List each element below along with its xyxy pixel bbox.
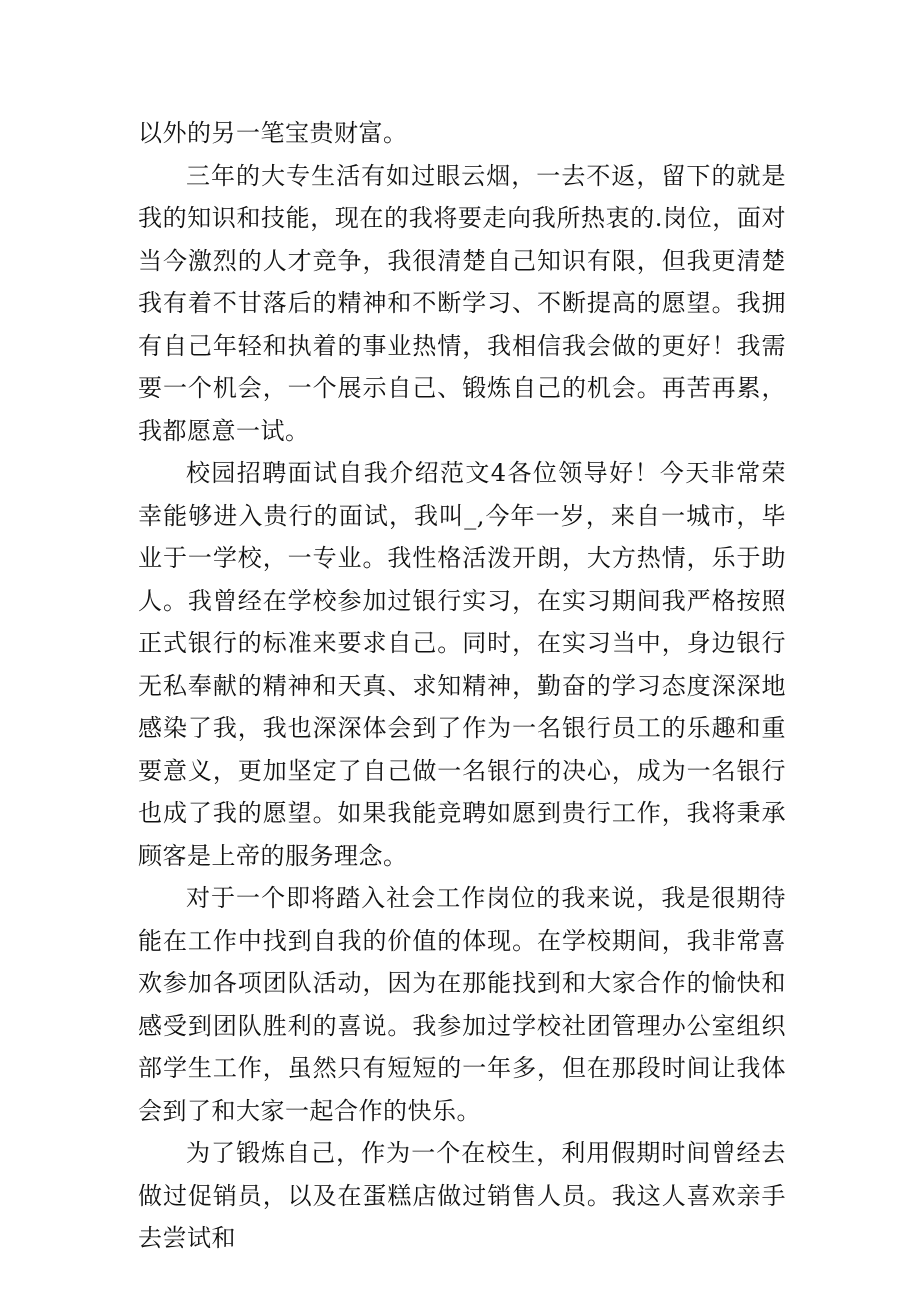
paragraph-college-life: 三年的大专生活有如过眼云烟，一去不返，留下的就是我的知识和技能，现在的我将要走向我所热衷的.岗位，面对当今激烈的人才竞争，我很清楚自己知识有限，但我更清楚我有着不甘落后的精神和不断学习、不断提高的愿望。我拥有自己年轻和执着的事业热情，我相信我会做的更好！我需要一个机会，一个展示自己、锻炼自己的机会。再苦再累，我都愿意一试。 (138, 161, 786, 445)
paragraph-part-time-work: 为了锻炼自己，作为一个在校生，利用假期时间曾经去做过促销员，以及在蛋糕店做过销售人员。我这人喜欢亲手去尝试和 (138, 1139, 786, 1252)
paragraph-interview-intro: 校园招聘面试自我介绍范文4各位领导好！今天非常荣幸能够进入贵行的面试，我叫_,今年一岁，来自一城市，毕业于一学校，一专业。我性格活泼开朗，大方热情，乐于助人。我曾经在学校参加过银行实习，在实习期间我严格按照正式银行的标准来要求自己。同时，在实习当中，身边银行无私奉献的精神和天真、求知精神，勤奋的学习态度深深地感染了我，我也深深体会到了作为一名银行员工的乐趣和重要意义，更加坚定了自己做一名银行的决心，成为一名银行也成了我的愿望。如果我能竞聘如愿到贵行工作，我将秉承顾客是上帝的服务理念。 (138, 459, 786, 870)
paragraph-teamwork: 对于一个即将踏入社会工作岗位的我来说，我是很期待能在工作中找到自我的价值的体现。在学校期间，我非常喜欢参加各项团队活动，因为在那能找到和大家合作的愉快和感受到团队胜利的喜说。我参加过学校社团管理办公室组织部学生工作，虽然只有短短的一年多，但在那段时间让我体会到了和大家一起合作的快乐。 (138, 884, 786, 1125)
document-body (138, 112, 786, 1260)
paragraph-continued: 以外的另一笔宝贵财富。 (138, 119, 408, 147)
